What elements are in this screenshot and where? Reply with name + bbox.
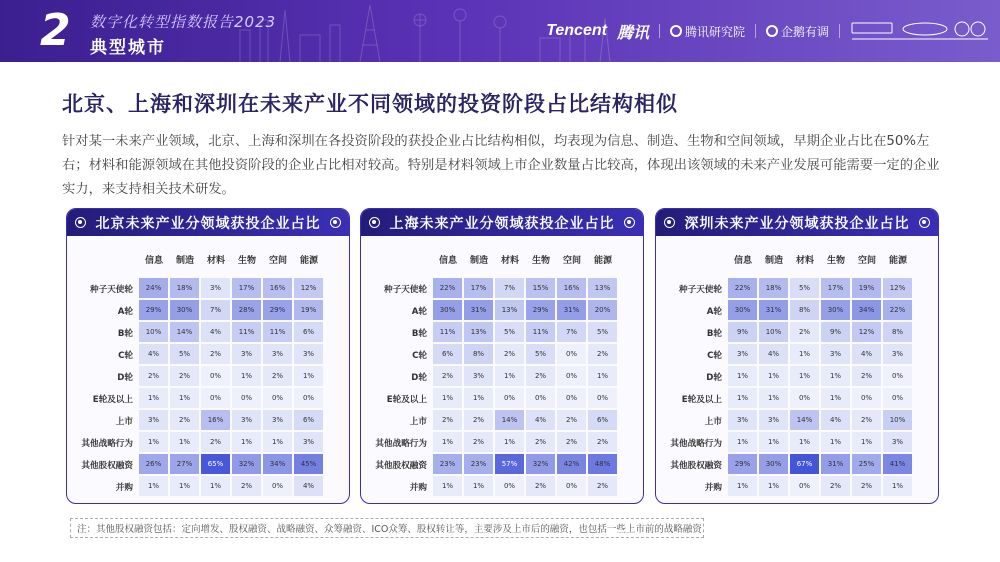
heatmap-cell: 22% (433, 278, 462, 298)
heatmap-cell: 3% (883, 432, 912, 452)
page-title: 北京、上海和深圳在未来产业不同领域的投资阶段占比结构相似 (62, 92, 678, 116)
heatmap-cell: 5% (526, 344, 555, 364)
heatmap-cell: 7% (495, 278, 524, 298)
heatmap-cell: 1% (728, 432, 757, 452)
panel-title: 北京未来产业分领域获投企业占比 (95, 215, 321, 232)
heatmap-cell: 3% (201, 278, 230, 298)
heatmap-cell: 9% (821, 322, 850, 342)
heatmap-cell: 6% (588, 410, 617, 430)
heatmap-cell: 1% (263, 432, 292, 452)
heatmap-cell: 1% (728, 388, 757, 408)
heatmap-cell: 3% (232, 344, 261, 364)
panel-title: 上海未来产业分领域获投企业占比 (389, 215, 615, 232)
heatmap-cell: 0% (588, 388, 617, 408)
row-header: E轮及以上 (386, 395, 427, 405)
heatmap-cell: 1% (139, 388, 168, 408)
panel-header (656, 209, 938, 236)
heatmap-cell: 31% (557, 300, 586, 320)
heatmap-cell: 67% (790, 454, 819, 474)
heatmap-cell: 2% (557, 410, 586, 430)
heatmap-cell: 2% (464, 432, 493, 452)
logo-divider (839, 24, 840, 38)
row-header: 并购 (409, 483, 427, 493)
heatmap-cell: 6% (294, 410, 323, 430)
heatmap-cell: 1% (232, 432, 261, 452)
heatmap-cell: 0% (790, 388, 819, 408)
panel-header (67, 209, 349, 236)
heatmap-cell: 17% (821, 278, 850, 298)
column-header: 材料 (206, 256, 225, 266)
heatmap-cell: 28% (232, 300, 261, 320)
row-header: A轮 (117, 307, 133, 317)
heatmap-cell: 1% (728, 366, 757, 386)
heatmap-cell: 19% (852, 278, 881, 298)
heatmap-cell: 11% (526, 322, 555, 342)
heatmap-cell: 2% (588, 476, 617, 496)
heatmap-cell: 22% (883, 300, 912, 320)
heatmap-cell: 11% (232, 322, 261, 342)
research-logo: 腾讯研究院 (670, 23, 745, 40)
heatmap-cell: 27% (170, 454, 199, 474)
row-header: 其他战略行为 (670, 439, 722, 449)
column-header: 能源 (299, 256, 318, 266)
heatmap-cell: 30% (728, 300, 757, 320)
row-header: 上市 (704, 417, 722, 427)
heatmap-cell: 29% (526, 300, 555, 320)
logo-strip (546, 18, 990, 44)
heatmap-cell: 0% (557, 476, 586, 496)
heatmap-cell: 3% (821, 344, 850, 364)
heatmap-cell: 31% (464, 300, 493, 320)
heatmap-cell: 31% (821, 454, 850, 474)
heatmap-cell: 32% (526, 454, 555, 474)
row-header: D轮 (411, 373, 427, 383)
heatmap-cell: 2% (852, 476, 881, 496)
heatmap-cell: 3% (728, 410, 757, 430)
heatmap-cell: 2% (821, 476, 850, 496)
heatmap-cell: 10% (759, 322, 788, 342)
heatmap-cell: 1% (759, 366, 788, 386)
heatmap-cell: 0% (201, 366, 230, 386)
heatmap-cell: 0% (495, 476, 524, 496)
row-header: 种子天使轮 (90, 285, 133, 295)
target-icon (919, 217, 930, 228)
heatmap-cell: 0% (883, 388, 912, 408)
heatmap-cell: 10% (883, 410, 912, 430)
heatmap-cell: 1% (790, 366, 819, 386)
heatmap-cell: 0% (263, 388, 292, 408)
heatmap-cell: 3% (464, 366, 493, 386)
column-header: 信息 (438, 256, 457, 266)
heatmap-cell: 1% (759, 388, 788, 408)
heatmap-cell: 2% (263, 366, 292, 386)
tencent-cn-logo: 腾讯 (616, 24, 649, 42)
heatmap-cell: 2% (433, 410, 462, 430)
heatmap-cell: 2% (526, 366, 555, 386)
heatmap-cell: 30% (821, 300, 850, 320)
heatmap-cell: 2% (852, 366, 881, 386)
column-header: 信息 (733, 256, 752, 266)
row-header: 其他战略行为 (81, 439, 133, 449)
row-header: B轮 (117, 329, 133, 339)
heatmap-cell: 18% (170, 278, 199, 298)
heatmap-cell: 1% (759, 476, 788, 496)
heatmap-cell: 1% (728, 476, 757, 496)
target-icon (624, 217, 635, 228)
heatmap-cell: 6% (294, 322, 323, 342)
heatmap-cell: 0% (557, 366, 586, 386)
heatmap-cell: 0% (852, 388, 881, 408)
tencent-logo: Tencent (546, 22, 607, 39)
heatmap-cell: 2% (433, 366, 462, 386)
heatmap-cell: 2% (588, 344, 617, 364)
heatmap-cell: 41% (883, 454, 912, 474)
heatmap-cell: 14% (495, 410, 524, 430)
heatmap-cell: 16% (557, 278, 586, 298)
heatmap-cell: 31% (759, 300, 788, 320)
column-header: 空间 (268, 256, 287, 266)
heatmap-cell: 10% (139, 322, 168, 342)
heatmap-cell: 1% (759, 432, 788, 452)
heatmap-cell: 17% (232, 278, 261, 298)
row-header: B轮 (706, 329, 722, 339)
section-title: 典型城市 (90, 38, 166, 58)
enterprise-logo: 企鹅有调 (766, 23, 829, 40)
heatmap-cell: 0% (790, 476, 819, 496)
heatmap-cell: 1% (201, 476, 230, 496)
row-header: 其他股权融资 (375, 461, 427, 471)
heatmap-cell: 11% (263, 322, 292, 342)
column-header: 能源 (593, 256, 612, 266)
heatmap-cell: 3% (263, 344, 292, 364)
heatmap-cell: 0% (557, 388, 586, 408)
heatmap-cell: 4% (759, 344, 788, 364)
heatmap-cell: 3% (759, 410, 788, 430)
heatmap-cell: 45% (294, 454, 323, 474)
heatmap-cell: 2% (557, 432, 586, 452)
column-header: 制造 (469, 256, 488, 266)
heatmap-cell: 1% (821, 432, 850, 452)
heatmap-cell: 57% (495, 454, 524, 474)
heatmap-cell: 2% (464, 410, 493, 430)
shenzhen-panel (655, 208, 939, 504)
heatmap-cell: 2% (526, 476, 555, 496)
heatmap-cell: 13% (464, 322, 493, 342)
report-name: 数字化转型指数报告2023 (90, 13, 277, 31)
row-header: 其他股权融资 (670, 461, 722, 471)
heatmap-cell: 2% (170, 366, 199, 386)
heatmap-cell: 2% (201, 432, 230, 452)
heatmap-cell: 19% (294, 300, 323, 320)
heatmap-cell: 42% (557, 454, 586, 474)
row-header: E轮及以上 (92, 395, 133, 405)
row-header: 种子天使轮 (384, 285, 427, 295)
heatmap-cell: 6% (433, 344, 462, 364)
university-logo (850, 19, 990, 43)
heatmap-cell: 1% (495, 432, 524, 452)
heatmap-cell: 1% (433, 388, 462, 408)
heatmap-cell: 22% (728, 278, 757, 298)
row-header: C轮 (118, 351, 133, 361)
heatmap-cell: 2% (232, 476, 261, 496)
heatmap-cell: 0% (294, 388, 323, 408)
heatmap-cell: 24% (139, 278, 168, 298)
heatmap-cell: 29% (139, 300, 168, 320)
heatmap-cell: 1% (433, 432, 462, 452)
heatmap-cell: 2% (170, 410, 199, 430)
heatmap-cell: 1% (852, 432, 881, 452)
heatmap-cell: 0% (495, 388, 524, 408)
row-header: 种子天使轮 (679, 285, 722, 295)
column-header: 生物 (531, 256, 550, 266)
heatmap-cell: 29% (263, 300, 292, 320)
beijing-panel (66, 208, 350, 504)
section-number: 2 (40, 5, 71, 56)
heatmap-cell: 2% (139, 366, 168, 386)
heatmap-cell: 3% (263, 410, 292, 430)
heatmap-cell: 1% (821, 366, 850, 386)
heatmap-cell: 1% (883, 476, 912, 496)
heatmap-cell: 26% (139, 454, 168, 474)
heatmap-cell: 2% (526, 432, 555, 452)
column-header: 生物 (826, 256, 845, 266)
row-header: 其他股权融资 (81, 461, 133, 471)
row-header: C轮 (707, 351, 722, 361)
heatmap-cell: 12% (294, 278, 323, 298)
heatmap-cell: 1% (294, 366, 323, 386)
heatmap-cell: 30% (170, 300, 199, 320)
heatmap-cell: 14% (790, 410, 819, 430)
heatmap-cell: 1% (232, 366, 261, 386)
heatmap-cell: 0% (883, 366, 912, 386)
heatmap-cell: 17% (464, 278, 493, 298)
heatmap-cell: 2% (588, 432, 617, 452)
heatmap-cell: 65% (201, 454, 230, 474)
heatmap-cell: 1% (464, 388, 493, 408)
heatmap-cell: 8% (883, 322, 912, 342)
heatmap-cell: 2% (852, 410, 881, 430)
heatmap-cell: 1% (821, 388, 850, 408)
heatmap-cell: 3% (294, 432, 323, 452)
heatmap-cell: 34% (852, 300, 881, 320)
penguin-icon (766, 25, 778, 37)
heatmap-cell: 2% (201, 344, 230, 364)
heatmap-cell: 4% (201, 322, 230, 342)
column-header: 材料 (795, 256, 814, 266)
heatmap-cell: 7% (557, 322, 586, 342)
heatmap-cell: 12% (883, 278, 912, 298)
heatmap-cell: 15% (526, 278, 555, 298)
heatmap-cell: 25% (852, 454, 881, 474)
row-header: 其他战略行为 (375, 439, 427, 449)
row-header: 上市 (409, 417, 427, 427)
heatmap-cell: 1% (464, 476, 493, 496)
panel-header (361, 209, 643, 236)
heatmap-cell: 1% (433, 476, 462, 496)
row-header: 并购 (704, 483, 722, 493)
target-icon (369, 217, 380, 228)
heatmap-cell: 23% (464, 454, 493, 474)
heatmap-cell: 1% (170, 476, 199, 496)
heatmap-cell: 3% (294, 344, 323, 364)
heatmap-cell: 11% (433, 322, 462, 342)
target-icon (330, 217, 341, 228)
heatmap-cell: 12% (852, 322, 881, 342)
row-header: A轮 (706, 307, 722, 317)
row-header: C轮 (412, 351, 427, 361)
column-header: 制造 (764, 256, 783, 266)
heatmap-cell: 0% (557, 344, 586, 364)
target-icon (664, 217, 675, 228)
heatmap-cell: 1% (170, 388, 199, 408)
heatmap-cell: 4% (294, 476, 323, 496)
heatmap-cell: 4% (526, 410, 555, 430)
heatmap-cell: 1% (170, 432, 199, 452)
heatmap-cell: 29% (728, 454, 757, 474)
heatmap-cell: 4% (139, 344, 168, 364)
heatmap-cell: 1% (139, 476, 168, 496)
column-header: 空间 (562, 256, 581, 266)
heatmap-cell: 30% (759, 454, 788, 474)
heatmap-cell: 9% (728, 322, 757, 342)
heatmap-cell: 18% (759, 278, 788, 298)
row-header: 并购 (115, 483, 133, 493)
heatmap-cell: 7% (201, 300, 230, 320)
heatmap-cell: 8% (790, 300, 819, 320)
row-header: B轮 (411, 329, 427, 339)
heatmap-cell: 0% (526, 388, 555, 408)
heatmap-cell: 5% (790, 278, 819, 298)
heatmap-cell: 3% (139, 410, 168, 430)
heatmap-cell: 16% (263, 278, 292, 298)
heatmap-cell: 48% (588, 454, 617, 474)
column-header: 材料 (500, 256, 519, 266)
heatmap-cell: 30% (433, 300, 462, 320)
heatmap-cell: 32% (232, 454, 261, 474)
heatmap-cell: 13% (495, 300, 524, 320)
heatmap-cell: 3% (232, 410, 261, 430)
heatmap-cell: 1% (790, 432, 819, 452)
footnote: 注：其他股权融资包括：定向增发、股权融资、战略融资、众筹融资、ICO众筹、股权转让等，主要涉及上市后的融资，也包括一些上市前的战略融资 (70, 518, 704, 538)
heatmap-cell: 4% (852, 344, 881, 364)
heatmap-cell: 34% (263, 454, 292, 474)
heatmap-cell: 14% (170, 322, 199, 342)
column-header: 信息 (144, 256, 163, 266)
column-header: 制造 (175, 256, 194, 266)
column-header: 空间 (857, 256, 876, 266)
heatmap-cell: 5% (170, 344, 199, 364)
shanghai-panel (360, 208, 644, 504)
heatmap-cell: 0% (201, 388, 230, 408)
heatmap-cell: 1% (790, 344, 819, 364)
heatmap-cell: 20% (588, 300, 617, 320)
heatmap-cell: 16% (201, 410, 230, 430)
row-header: E轮及以上 (681, 395, 722, 405)
row-header: D轮 (117, 373, 133, 383)
target-icon (75, 217, 86, 228)
heatmap-cell: 0% (232, 388, 261, 408)
heatmap-cell: 1% (495, 366, 524, 386)
column-header: 能源 (888, 256, 907, 266)
heatmap-cell: 2% (790, 322, 819, 342)
heatmap-cell: 4% (821, 410, 850, 430)
header-banner (0, 0, 1000, 62)
logo-divider (755, 24, 756, 38)
heatmap-cell: 5% (588, 322, 617, 342)
heatmap-cell: 5% (495, 322, 524, 342)
heatmap-cell: 3% (728, 344, 757, 364)
heatmap-cell: 8% (464, 344, 493, 364)
research-icon (670, 25, 682, 37)
row-header: D轮 (706, 373, 722, 383)
logo-divider (659, 24, 660, 38)
heatmap-cell: 3% (883, 344, 912, 364)
intro-paragraph: 针对某一未来产业领域，北京、上海和深圳在各投资阶段的获投企业占比结构相似，均表现为信息、制造、生物和空间领域，早期企业占比在50%左右；材料和能源领域在其他投资阶段的企业占比相对较高。特别是材料领域上市企业数量占比较高，体现出该领域的未来产业发展可能需要一定的企业实力，来支持相关技术研发。 (62, 134, 940, 197)
panel-title: 深圳未来产业分领域获投企业占比 (684, 215, 910, 232)
heatmap-cell: 13% (588, 278, 617, 298)
column-header: 生物 (237, 256, 256, 266)
heatmap-cell: 0% (263, 476, 292, 496)
heatmap-cell: 1% (588, 366, 617, 386)
heatmap-cell: 2% (495, 344, 524, 364)
heatmap-cell: 1% (139, 432, 168, 452)
row-header: 上市 (115, 417, 133, 427)
heatmap-cell: 23% (433, 454, 462, 474)
row-header: A轮 (411, 307, 427, 317)
